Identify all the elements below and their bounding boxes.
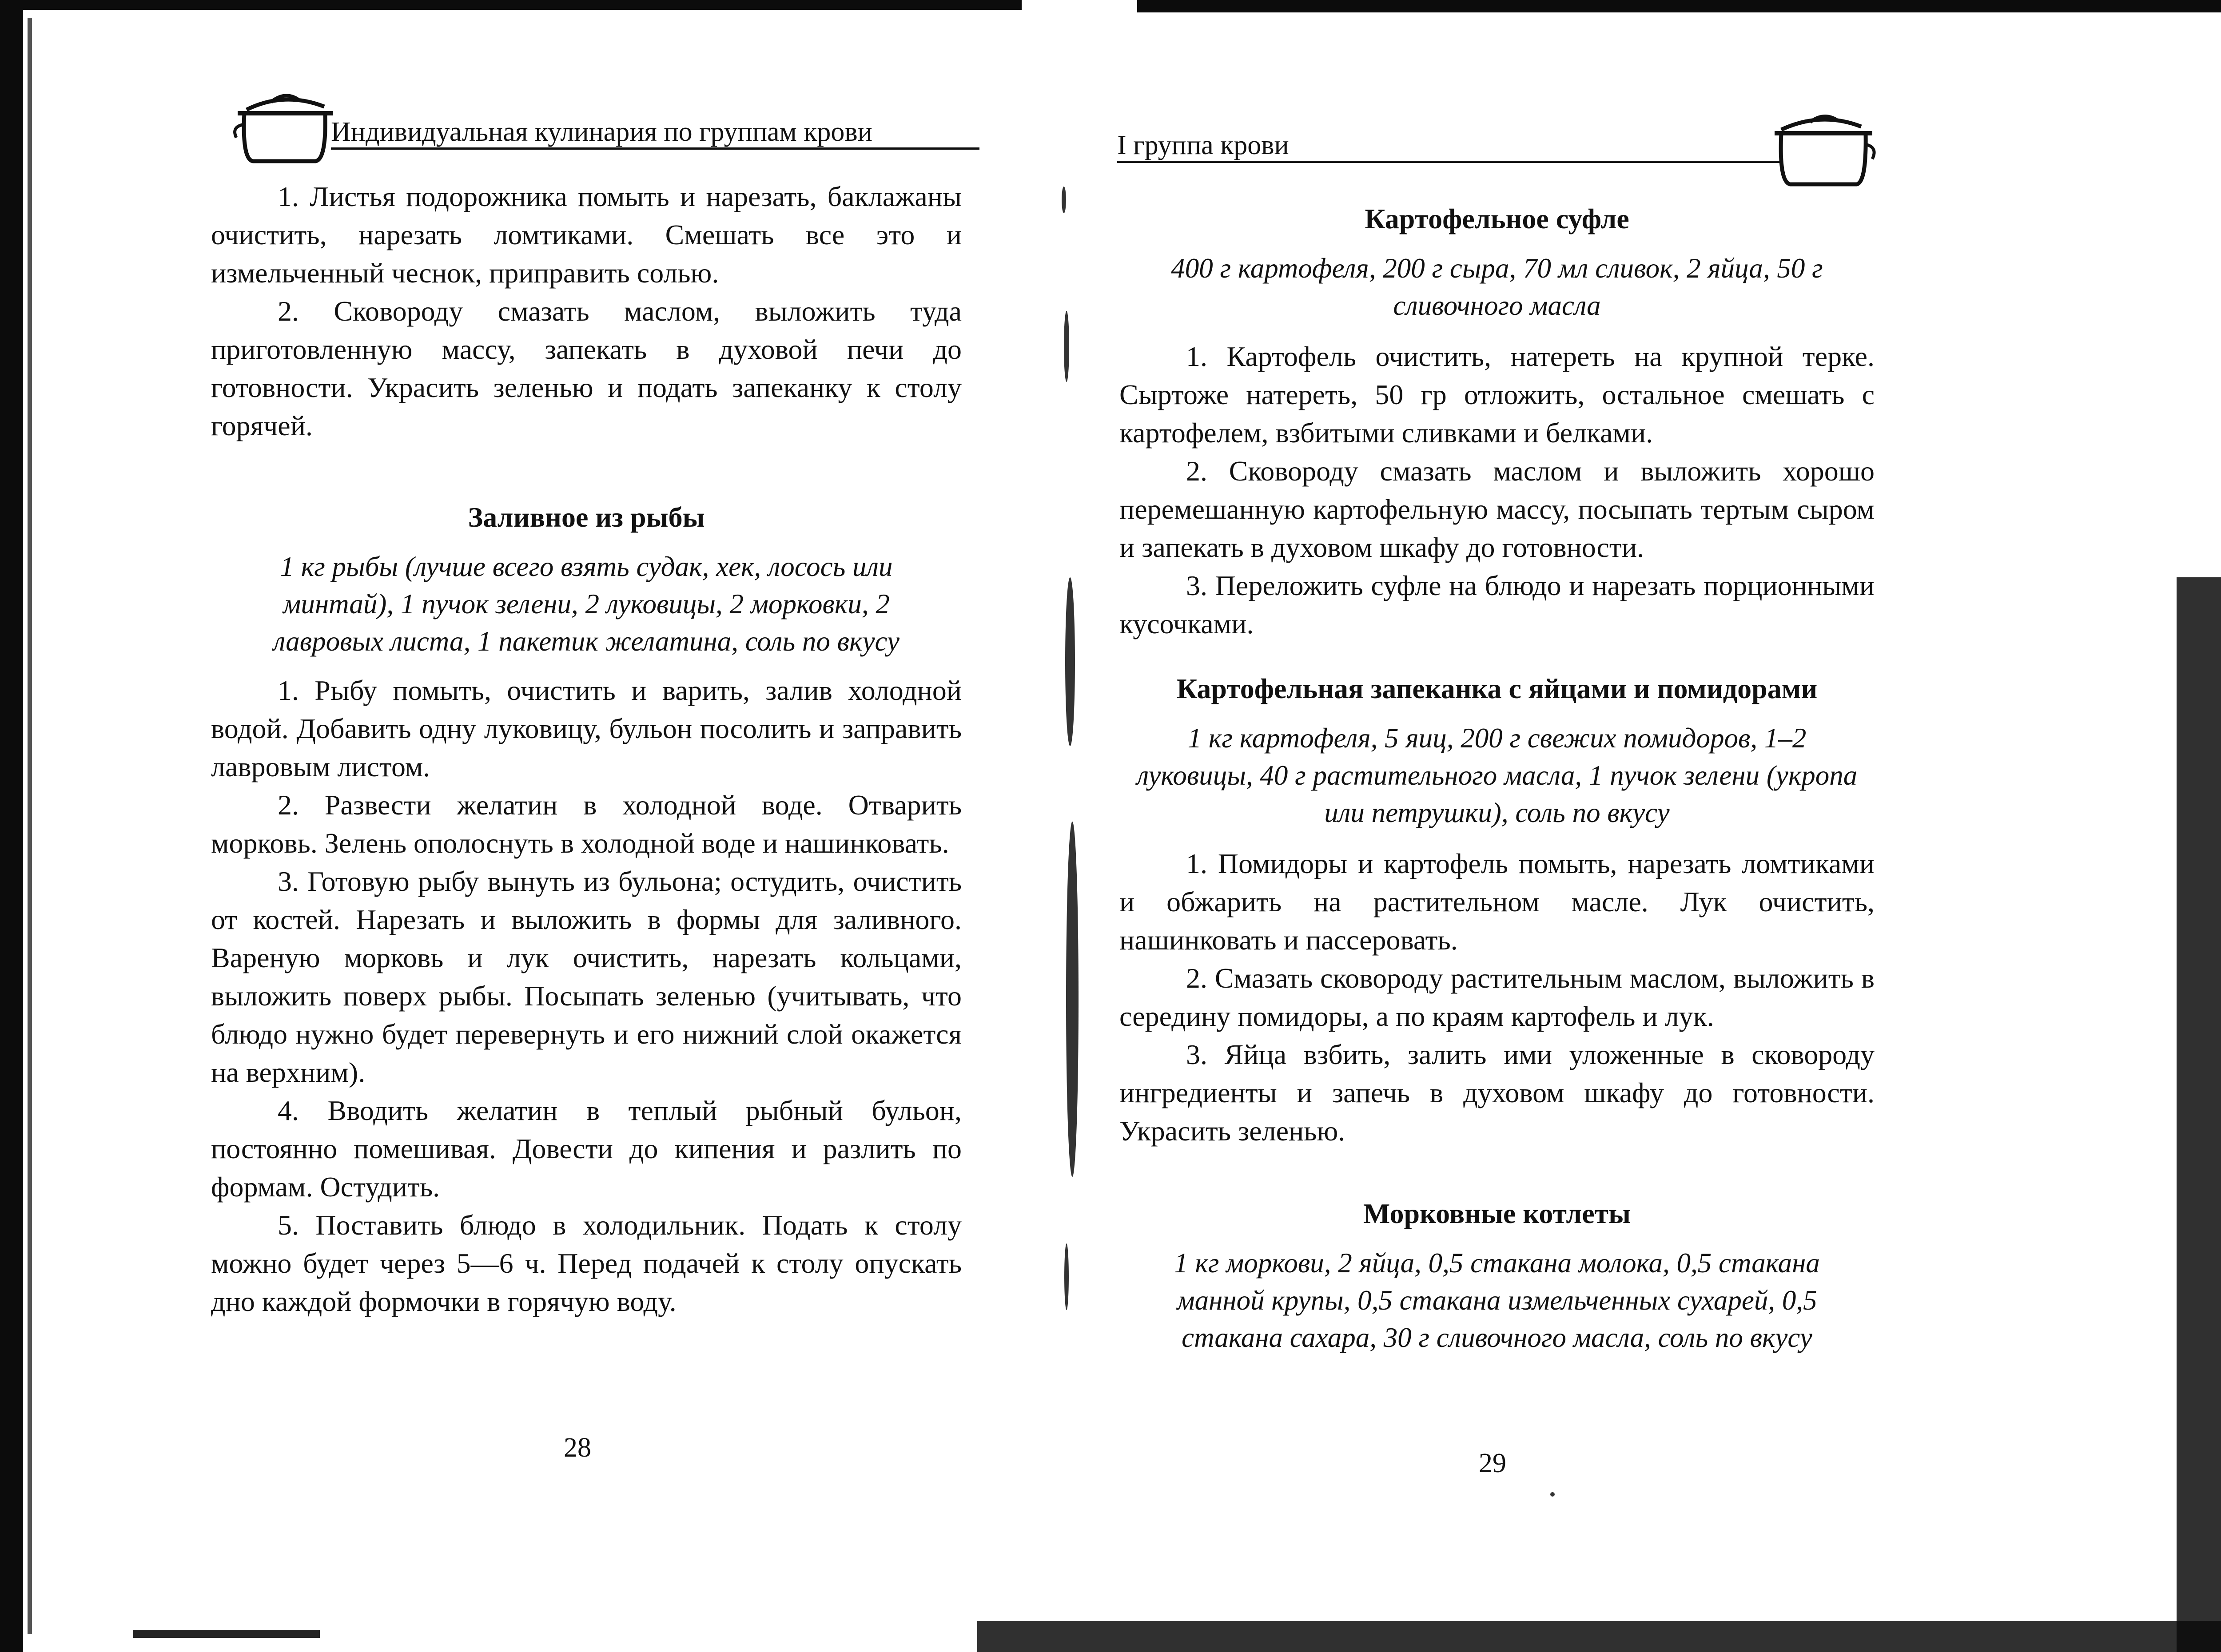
right-page [1057,0,2221,1652]
running-head-left [331,116,979,150]
left-page-body [211,178,962,1321]
continued-step: 2. Сковороду смазать маслом, выложить туда приготовленную массу, запекать в духовой печи до готовности. Украсить зеленью и подать запеканку к столу горячей. [211,295,962,441]
recipe-step: 4. Вводить желатин в теплый рыбный бульон, постоянно помешивая. Довести до кипения и разлить по формам. Остудить. [211,1095,962,1203]
recipe-step: 3. Переложить суфле на блюдо и нарезать порционными кусочками. [1119,570,1875,639]
recipe-title: Морковные котлеты [1363,1198,1631,1229]
right-page-body [1119,200,1875,1356]
recipe-step: 1. Картофель очистить, натереть на крупной терке. Сыртоже натереть, 50 гр отложить, остальное смешать с картофелем, взбитыми сливками и белками. [1119,341,1875,449]
recipe-ingredients: 1 кг картофеля, 5 яиц, 200 г свежих помидоров, 1–2 луковицы, 40 г растительного масла, 1 пучок зелени (укропа или петрушки), соль по вкусу [1136,723,1858,828]
recipe-step: 2. Смазать сковороду растительным маслом, выложить в середину помидоры, а по краям картофель и лук. [1119,962,1875,1032]
recipe-step: 5. Поставить блюдо в холодильник. Подать к столу можно будет через 5—6 ч. Перед подачей к столу опускать дно каждой формочки в горячую воду. [211,1209,962,1317]
running-head-text: I группа крови [1117,130,1289,160]
recipe-ingredients: 400 г картофеля, 200 г сыра, 70 мл сливок, 2 яйца, 50 г сливочного масла [1171,253,1823,321]
continued-step: 1. Листья подорожника помыть и нарезать, баклажаны очистить, нарезать ломтиками. Смешать все это и измельченный чеснок, приправить солью. [211,181,962,289]
running-head-right [1117,130,1810,163]
page-number-right: 29 [1479,1448,1506,1478]
recipe-ingredients: 1 кг моркови, 2 яйца, 0,5 стакана молока, 0,5 стакана манной крупы, 0,5 стакана измельченных сухарей, 0,5 стакана сахара, 30 г сливочного масла, соль по вкусу [1174,1247,1820,1353]
recipe-title: Картофельная запеканка с яйцами и помидорами [1176,673,1818,704]
print-dot [1550,1492,1555,1497]
recipe-title: Заливное из рыбы [468,501,705,533]
left-page [0,0,1057,1652]
recipe-step: 1. Помидоры и картофель помыть, нарезать ломтиками и обжарить на растительном масле. Лук очистить, нашинковать и пассеровать. [1119,848,1875,956]
recipe-ingredients: 1 кг рыбы (лучше всего взять судак, хек, лосось или минтай), 1 пучок зелени, 2 луковицы, 2 морковки, 2 лавровых листа, 1 пакетик желатина, соль по вкусу [273,551,900,657]
cooking-pot-icon [1768,107,1879,191]
recipe-step: 2. Сковороду смазать маслом и выложить хорошо перемешанную картофельную массу, посыпать тертым сыром и запекать в духовом шкафу до готовности. [1119,455,1875,563]
recipe-step: 3. Готовую рыбу вынуть из бульона; остудить, очистить от костей. Нарезать и выложить в формы для заливного. Вареную морковь и лук очистить, нарезать кольцами, выложить поверх рыбы. Посыпать зеленью (учитывать, что блюдо нужно будет перевернуть и его нижний слой окажется на верхним). [211,866,962,1088]
recipe-step: 2. Развести желатин в холодной воде. Отварить морковь. Зелень ополоснуть в холодной воде и нашинковать. [211,789,962,859]
recipe-title: Картофельное суфле [1365,203,1629,234]
recipe-step: 1. Рыбу помыть, очистить и варить, залив холодной водой. Добавить одну луковицу, бульон посолить и заправить лавровым листом. [211,675,962,782]
running-head-text: Индивидуальная кулинария по группам крови [331,117,872,147]
cooking-pot-icon [227,82,338,167]
page-number-left: 28 [564,1433,591,1463]
recipe-step: 3. Яйца взбить, залить ими уложенные в сковороду ингредиенты и запечь в духовом шкафу до готовности. Украсить зеленью. [1119,1039,1875,1147]
